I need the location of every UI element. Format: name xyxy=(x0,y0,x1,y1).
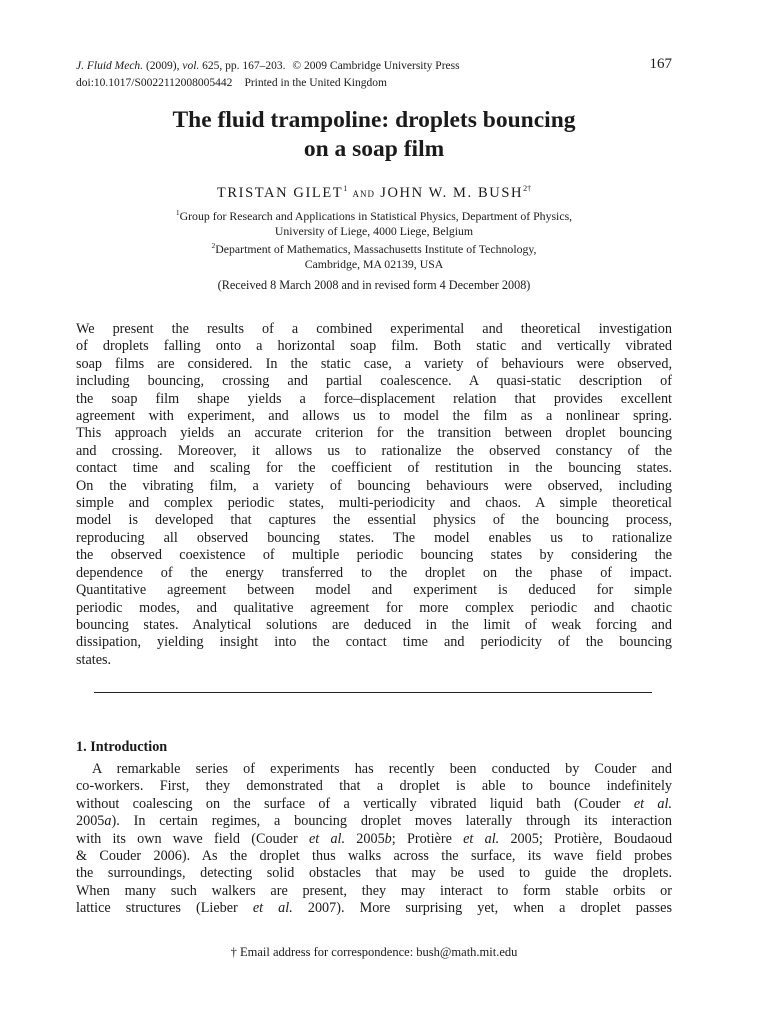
intro-line: & Couder 2006). As the droplet thus walks across the surface, its wave field probes xyxy=(76,848,672,865)
abstract-line: the observed coexistence of multiple periodic bouncing states by considering the xyxy=(76,547,672,564)
abstract-line: dissipation, yielding insight into the contact time and periodicity of the bouncing xyxy=(76,634,672,651)
printed-note: Printed in the United Kingdom xyxy=(244,77,387,89)
intro-line: A remarkable series of experiments has recently been conducted by Couder and xyxy=(92,761,672,777)
abstract-line: the soap film shape yields a force–displacement relation that provides excellent xyxy=(76,390,672,407)
author-2: JOHN W. M. BUSH xyxy=(380,184,524,201)
abstract-line: reproducing all observed bouncing states. The model enables us to rationalize xyxy=(76,529,672,546)
abstract-line: simple and complex periodic states, multi-periodicity and chaos. A simple theoretical xyxy=(76,495,672,512)
copyright-notice: © 2009 Cambridge University Press xyxy=(292,60,460,72)
intro-line: 2005a). In certain regimes, a bouncing droplet moves laterally through its interaction xyxy=(76,813,672,830)
abstract-line: This approach yields an accurate criterion for the transition between droplet bouncing xyxy=(76,425,672,442)
citation-line: J. Fluid Mech. (2009), vol. 625, pp. 167–203. © 2009 Cambridge University Press xyxy=(76,60,460,72)
abstract-line: periodic modes, and qualitative agreement for more complex periodic and chaotic xyxy=(76,599,672,616)
abstract-line: including bouncing, crossing and partial coalescence. A quasi-static description of xyxy=(76,373,672,390)
correspondence-footnote: † Email address for correspondence: bush@math.mit.edu xyxy=(230,945,518,959)
intro-line: the surroundings, detecting solid obstacles that may be used to guide the droplets. xyxy=(76,865,672,882)
abstract-line: and crossing. Moreover, it allows us to rationalize the observed constancy of the xyxy=(76,442,672,459)
author-conjunction: and xyxy=(352,185,375,200)
abstract-line: agreement with experiment, and allows us to model the film as a nonlinear spring. xyxy=(76,408,672,425)
paper-title: The fluid trampoline: droplets bouncing on a soap film xyxy=(172,107,576,162)
author-1: TRISTAN GILET xyxy=(216,184,344,201)
abstract-line: bouncing states. Analytical solutions are deduced in the limit of weak forcing and xyxy=(76,616,672,633)
abstract-line: model is developed that captures the essential physics of the bouncing process, xyxy=(76,512,672,529)
journal-header xyxy=(76,58,672,92)
abstract-line: contact time and scaling for the coefficient of restitution in the bouncing states. xyxy=(76,460,672,477)
abstract-divider xyxy=(94,692,652,693)
affiliation-2: $^2$Department of Mathematics, Massachusetts Institute of Technology, Cambridge, MA 02139, USA xyxy=(211,241,537,272)
abstract xyxy=(76,321,672,669)
abstract-line: On the vibrating film, a variety of bouncing behaviours were observed, including xyxy=(76,477,672,494)
intro-line: lattice structures (Lieber et al. 2007). More surprising yet, when a droplet passes xyxy=(76,900,672,917)
affiliation-1: $^1$Group for Research and Applications in Statistical Physics, Department of Physics, University of Liege, 4000 Liege, Belgium xyxy=(175,208,573,239)
intro-line: co-workers. First, they demonstrated that a droplet is able to bounce indefinitely xyxy=(76,778,672,795)
doi-line xyxy=(76,75,672,92)
journal-name: J. Fluid Mech. xyxy=(76,60,144,72)
intro-line: with its own wave field (Couder et al. 2005b; Protière et al. 2005; Protière, Boudaoud xyxy=(76,830,672,847)
received-dates: (Received 8 March 2008 and in revised form 4 December 2008) xyxy=(217,278,531,292)
section-heading: 1. Introduction xyxy=(76,739,168,755)
abstract-line: dependence of the energy transferred to the droplet on the phase of impact. xyxy=(76,564,672,581)
abstract-line: Quantitative agreement between model and experiment is deduced for simple xyxy=(76,582,672,599)
intro-line: When many such walkers are present, they may interact to form stable orbits or xyxy=(76,882,672,899)
intro-line: without coalescing on the surface of a vertically vibrated liquid bath (Couder et al. xyxy=(76,795,672,812)
abstract-line: states. xyxy=(76,651,112,668)
introduction-text xyxy=(76,761,672,918)
doi: doi:10.1017/S0022112008005442 xyxy=(76,77,233,89)
author-list: TRISTAN GILET$^1$ and JOHN W. M. $BUSH^{2\dagger}$ xyxy=(216,184,532,201)
abstract-line: soap films are considered. In the static case, a variety of behaviours were observed, xyxy=(76,355,672,372)
page-number: 167 xyxy=(649,56,672,72)
abstract-line: We present the results of a combined experimental and theoretical investigation xyxy=(76,321,672,337)
abstract-line: of droplets falling onto a horizontal soap film. Both static and vertically vibrated xyxy=(76,338,672,355)
